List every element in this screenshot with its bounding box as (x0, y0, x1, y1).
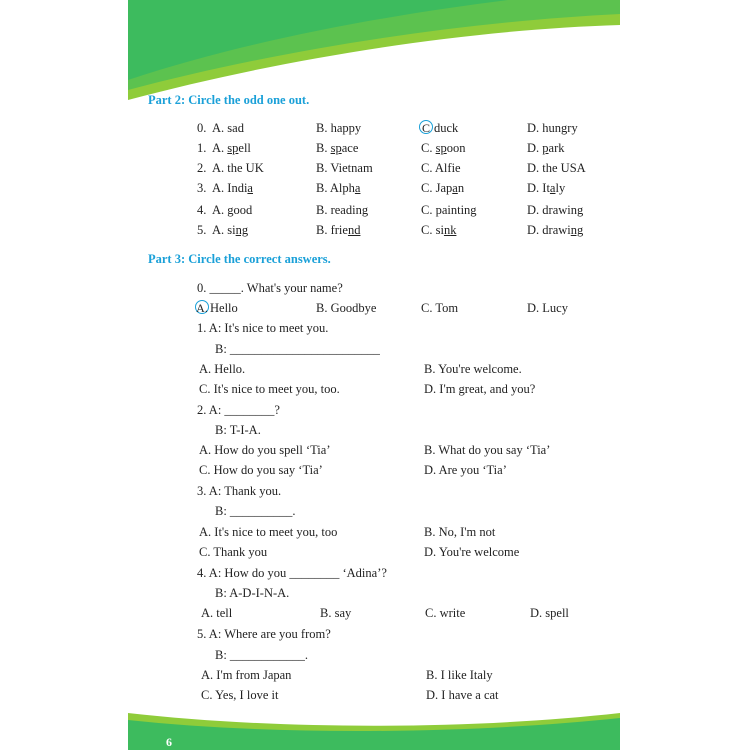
answer-line: 1. A: It's nice to meet you. (197, 321, 329, 335)
option-label: D. (527, 203, 543, 217)
option-label: A. (212, 181, 228, 195)
answer-option[interactable] (212, 120, 244, 136)
option-label: A. (212, 141, 228, 155)
option-text: Jap (435, 181, 453, 195)
page-number: 6 (166, 735, 172, 749)
question-number: 5. (197, 223, 207, 237)
option-text: Hello (210, 301, 238, 315)
answer-line[interactable]: C. How do you say ‘Tia’ (199, 463, 323, 477)
option-text: painting (435, 203, 477, 217)
underlined-letters: a (354, 181, 361, 195)
answer-option[interactable] (316, 160, 373, 176)
underlined-letters: a (247, 181, 253, 195)
option-label: D. (527, 161, 543, 175)
question-number: 2. (197, 161, 207, 175)
option-text: Indi (227, 181, 248, 195)
answer-option[interactable] (421, 222, 456, 238)
answer-line: 4. A: How do you ________ ‘Adina’? (197, 566, 387, 580)
option-text: frie (330, 223, 348, 237)
option-text: Alfie (434, 161, 461, 175)
answer-option[interactable] (212, 160, 264, 176)
answer-line[interactable]: D. I have a cat (426, 688, 499, 702)
answer-line[interactable]: D. I'm great, and you? (424, 382, 536, 396)
answer-option[interactable] (212, 140, 251, 156)
answer-option[interactable] (527, 160, 586, 176)
underlined-letters: a (549, 181, 556, 195)
option-label: C. (421, 181, 436, 195)
option-label: D. (527, 181, 543, 195)
answer-line: 5. A: Where are you from? (197, 627, 331, 641)
option-text: drawi (542, 223, 571, 237)
option-text: ly (555, 181, 566, 195)
option-text: ark (548, 141, 565, 155)
underlined-letters: a (452, 181, 458, 195)
option-text: It (542, 181, 550, 195)
answer-line: 2. A: ________? (197, 403, 280, 417)
answer-line[interactable]: D. Are you ‘Tia’ (424, 463, 507, 477)
answer-line[interactable]: C. Tom (421, 301, 459, 315)
answer-option[interactable] (316, 140, 358, 156)
option-label: B. (316, 203, 331, 217)
answer-line[interactable]: A. I'm from Japan (201, 668, 292, 682)
answer-line[interactable]: C. It's nice to meet you, too. (199, 382, 340, 396)
option-text: sad (227, 121, 244, 135)
answer-line[interactable]: D. Lucy (527, 301, 568, 315)
answer-option[interactable] (316, 222, 360, 238)
answer-line: B: A-D-I-N-A. (215, 586, 290, 600)
option-label: C. (421, 161, 435, 175)
answer-line: 0. _____. What's your name? (197, 281, 343, 295)
answer-line[interactable]: B. No, I'm not (424, 525, 496, 539)
option-text: reading (330, 203, 369, 217)
answer-option[interactable] (316, 180, 360, 196)
option-label: D. (527, 121, 543, 135)
answer-line[interactable]: A. It's nice to meet you, too (199, 525, 338, 539)
answer-option[interactable] (527, 140, 565, 156)
answer-option[interactable] (421, 120, 458, 136)
option-label: D. (527, 223, 543, 237)
answer-option[interactable] (527, 180, 565, 196)
option-label: B. (316, 121, 331, 135)
answer-line: B: ____________. (215, 648, 309, 662)
answer-option[interactable] (212, 222, 248, 238)
workbook-page (128, 0, 620, 750)
underlined-letters: sp (435, 141, 447, 155)
bottom-green-banner (128, 710, 620, 750)
answer-line[interactable]: D. spell (530, 606, 569, 620)
question-number: 1. (197, 141, 207, 155)
answer-option[interactable] (421, 180, 464, 196)
option-text: duck (434, 121, 459, 135)
option-text: Vietnam (330, 161, 373, 175)
underlined-letters: nk (443, 223, 457, 237)
top-green-banner (128, 0, 620, 100)
underlined-letters: p (542, 141, 549, 155)
answer-option[interactable] (527, 222, 583, 238)
option-label: C. (421, 141, 436, 155)
answer-option[interactable] (527, 202, 583, 218)
option-label: D. (527, 141, 543, 155)
option-label: C. (421, 203, 436, 217)
answer-option[interactable] (421, 202, 477, 218)
answer-line: B: __________. (215, 504, 296, 518)
answer-line[interactable]: D. You're welcome (424, 545, 520, 559)
option-text: si (435, 223, 444, 237)
answer-option[interactable] (421, 160, 461, 176)
option-text: good (227, 203, 253, 217)
part2-title: Part 2: Circle the odd one out. (148, 93, 310, 107)
option-text: oon (446, 141, 466, 155)
option-text: happy (330, 121, 362, 135)
option-text: hungry (542, 121, 578, 135)
underlined-letters: ng (570, 223, 584, 237)
circled-answer-mark: A. (196, 301, 208, 315)
answer-line[interactable]: B. say (320, 606, 352, 620)
option-text: the USA (542, 161, 586, 175)
option-text: ell (238, 141, 251, 155)
answer-line: B: ________________________ (215, 342, 380, 356)
answer-line[interactable]: B. What do you say ‘Tia’ (424, 443, 551, 457)
option-label: A. (212, 223, 228, 237)
question-number: 3. (197, 181, 207, 195)
answer-line[interactable]: C. Yes, I love it (201, 688, 279, 702)
circled-answer-mark: C (419, 120, 433, 134)
answer-line[interactable]: A. Hello. (199, 362, 246, 376)
answer-option[interactable] (212, 202, 252, 218)
answer-line[interactable]: B. You're welcome. (424, 362, 522, 376)
answer-line[interactable]: B. I like Italy (426, 668, 493, 682)
option-text: the UK (227, 161, 264, 175)
question-number: 4. (197, 203, 207, 217)
option-label: B. (316, 161, 331, 175)
option-text: si (227, 223, 236, 237)
answer-option[interactable] (421, 140, 465, 156)
option-text: Alph (329, 181, 355, 195)
answer-option[interactable] (316, 120, 361, 136)
answer-option[interactable] (316, 202, 368, 218)
answer-line: 3. A: Thank you. (197, 484, 282, 498)
option-text: drawing (542, 203, 584, 217)
option-text: ace (341, 141, 359, 155)
option-label: C. (421, 223, 436, 237)
answer-option[interactable] (212, 180, 253, 196)
option-label: A. (212, 203, 228, 217)
answer-line[interactable]: C. Thank you (199, 545, 268, 559)
answer-line[interactable]: C. write (425, 606, 466, 620)
underlined-letters: sp (330, 141, 342, 155)
underlined-letters: ng (235, 223, 249, 237)
answer-line[interactable]: A. tell (201, 606, 233, 620)
option-label: B. (316, 181, 330, 195)
answer-line[interactable]: B. Goodbye (316, 301, 377, 315)
option-label: B. (316, 141, 331, 155)
question-number: 0. (197, 121, 207, 135)
part3-title: Part 3: Circle the correct answers. (148, 252, 331, 266)
answer-line[interactable]: A. How do you spell ‘Tia’ (199, 443, 331, 457)
option-label: A. (212, 161, 228, 175)
option-label: A. (212, 121, 228, 135)
answer-line[interactable] (197, 300, 238, 316)
underlined-letters: nd (347, 223, 361, 237)
answer-line: B: T-I-A. (215, 423, 261, 437)
underlined-letters: sp (227, 141, 239, 155)
option-text: n (457, 181, 465, 195)
option-label: B. (316, 223, 331, 237)
answer-option[interactable] (527, 120, 578, 136)
